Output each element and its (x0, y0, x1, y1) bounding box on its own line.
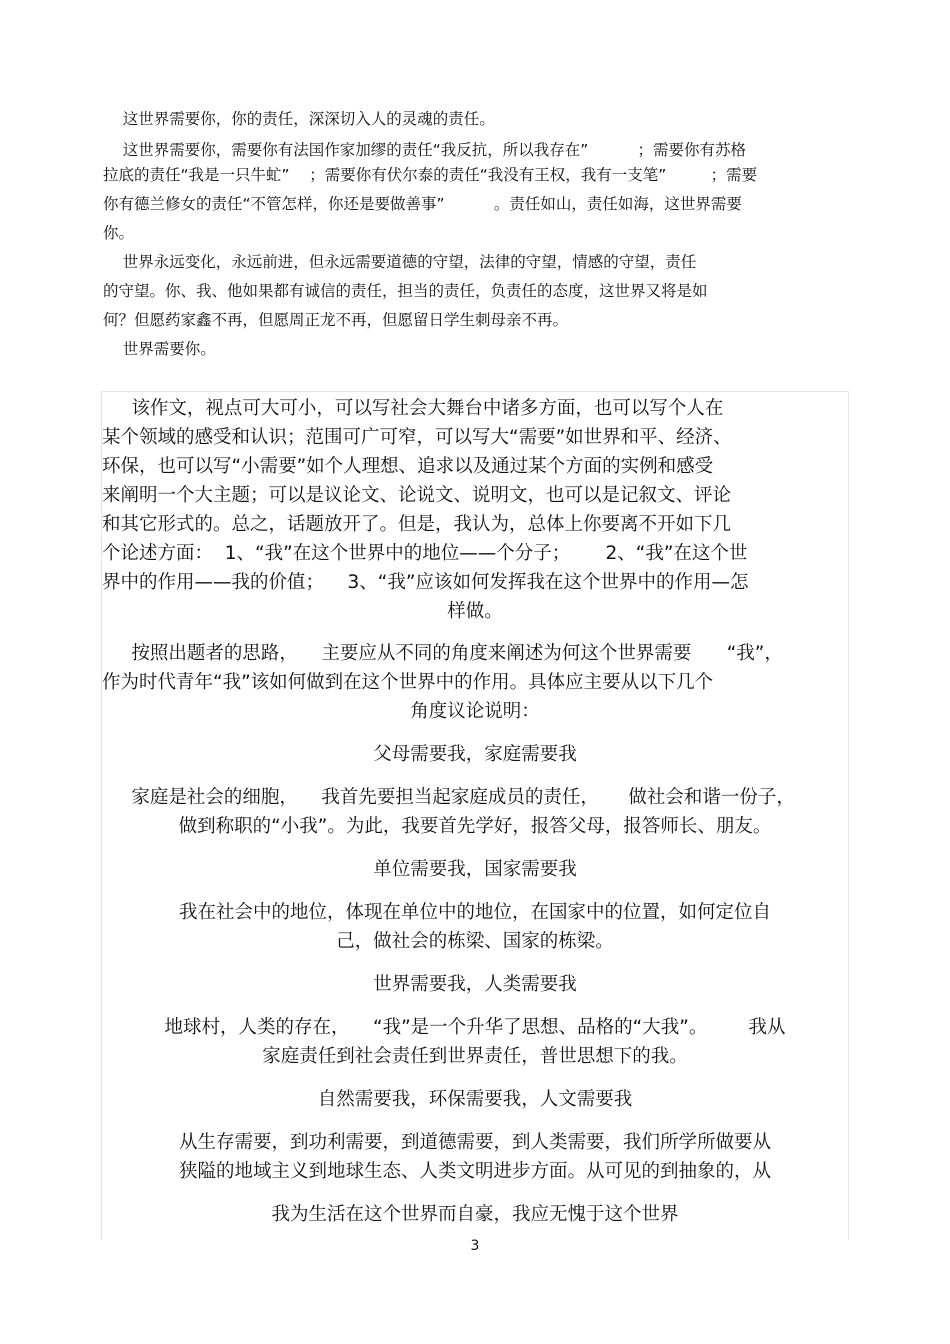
commentary-line: 己，做社会的栋梁、国家的栋梁。 (336, 931, 614, 952)
paragraph-line: 你有德兰修女的责任“不管怎样，你还是要做善事” 。责任如山，责任如海，这世界需要 (103, 195, 742, 213)
commentary-line: 样做。 (447, 601, 503, 622)
paragraph-line: 世界需要你。 (103, 340, 216, 358)
commentary-line: 来阐明一个大主题；可以是议论文、论说文、说明文，也可以是记叙文、评论 (102, 485, 732, 506)
commentary-line: 角度议论说明： (410, 701, 540, 722)
commentary-line: 狭隘的地域主义到地球生态、人类文明进步方面。从可见的到抽象的，从 (178, 1161, 771, 1182)
paragraph-line: 这世界需要你，你的责任，深深切入人的灵魂的责任。 (103, 110, 495, 128)
commentary-line: 我在社会中的地位，体现在单位中的地位，在国家中的位置，如何定位自 (178, 902, 771, 923)
paragraph-line: 你。 (103, 224, 135, 242)
commentary-line: 从生存需要，到功利需要，到道德需要，到人类需要，我们所学所做要从 (178, 1132, 771, 1153)
paragraph-line: 拉底的责任“我是一只牛虻” ；需要你有伏尔泰的责任“我没有王权，我有一支笔” ；需要 (103, 166, 758, 184)
commentary-line: 环保，也可以写“小需要”如个人理想、追求以及通过某个方面的实例和感受 (102, 456, 714, 477)
paragraph-line: 这世界需要你，需要你有法国作家加缪的责任“我反抗，所以我存在” ；需要你有苏格 (103, 141, 747, 159)
commentary-line: 作为时代青年“我”该如何做到在这个世界中的作用。具体应主要从以下几个 (102, 672, 714, 693)
section-heading: 世界需要我，人类需要我 (373, 974, 577, 995)
commentary-line: 个论述方面： 1、“我”在这个世界中的地位——个分子； 2、“我”在这个世 (102, 543, 748, 564)
commentary-line: 和其它形式的。总之，话题放开了。但是，我认为，总体上你要离不开如下几 (102, 514, 732, 535)
commentary-line: 该作文，视点可大可小，可以写社会大舞台中诸多方面，也可以写个人在 (102, 398, 724, 419)
paragraph-line: 何？但愿药家鑫不再，但愿周正龙不再，但愿留日学生刺母亲不再。 (103, 311, 569, 329)
commentary-line: 地球村，人类的存在， “我”是一个升华了思想、品格的“大我”。 我从 (164, 1017, 786, 1038)
page-number: 3 (470, 1238, 480, 1254)
commentary-line: 按照出题者的思路， 主要应从不同的角度来阐述为何这个世界需要 “我”， (102, 643, 783, 664)
commentary-line: 界中的作用——我的价值； 3、“我”应该如何发挥我在这个世界中的作用—怎 (102, 572, 749, 593)
section-heading: 我为生活在这个世界而自豪，我应无愧于这个世界 (271, 1204, 679, 1225)
paragraph-line: 世界永远变化，永远前进，但永远需要道德的守望，法律的守望，情感的守望，责任 (103, 253, 697, 271)
commentary-line: 家庭责任到社会责任到世界责任，普世思想下的我。 (262, 1046, 688, 1067)
section-heading: 单位需要我，国家需要我 (373, 859, 577, 880)
paragraph-line: 的守望。你、我、他如果都有诚信的责任，担当的责任，负责任的态度，这世界又将是如 (103, 282, 708, 300)
commentary-line: 做到称职的“小我”。为此，我要首先学好，报答父母，报答师长、朋友。 (178, 816, 772, 837)
commentary-line: 家庭是社会的细胞， 我首先要担当起家庭成员的责任， 做社会和谐一份子， (102, 787, 795, 808)
commentary-box (101, 391, 849, 1240)
commentary-line: 某个领域的感受和认识；范围可广可窄，可以写大“需要”如世界和平、经济、 (102, 427, 732, 448)
section-heading: 父母需要我，家庭需要我 (373, 744, 577, 765)
section-heading: 自然需要我，环保需要我，人文需要我 (317, 1089, 633, 1110)
